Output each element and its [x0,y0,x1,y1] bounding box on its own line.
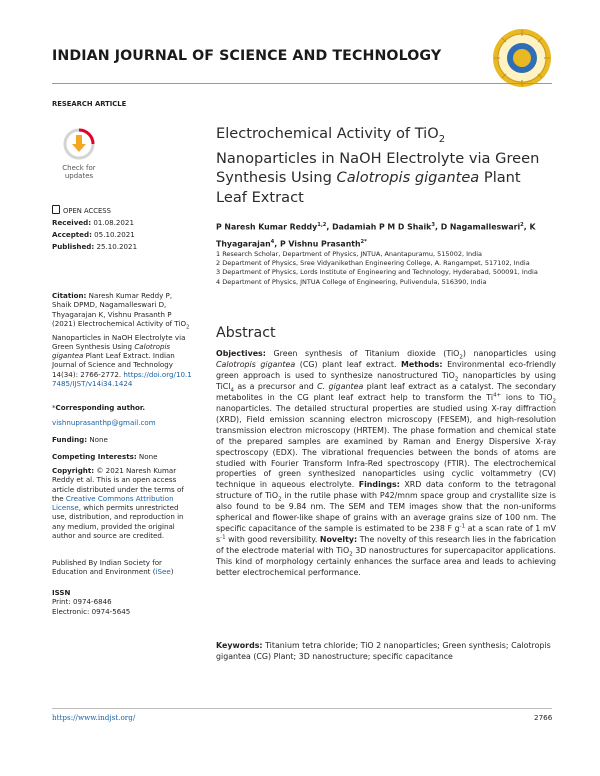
author-email[interactable]: vishnuprasanthp@gmail.com [52,418,156,427]
publisher: Published By Indian Society for Education and Environment (iSee) [52,558,174,577]
copyright: Copyright: © 2021 Naresh Kumar Reddy et al. This is an open access article distributed under the terms of the Creative Commons Attribution License, which permits unrestricted use, distribution, and reproduction in any medium, provided the original author and source are credited. [52,466,184,541]
article-dates: Received: 01.08.2021 Accepted: 05.10.2021 Published: 25.10.2021 [52,218,138,251]
check-updates-text: Check for updates [62,164,96,180]
competing-interests: Competing Interests: None [52,452,158,461]
header-divider [52,83,552,84]
affiliations [216,250,556,287]
check-for-updates-badge[interactable] [52,128,106,180]
affiliation: 4 Department of Physics, JNTUA College of Engineering, Pulivendula, 516390, India [216,277,487,286]
keywords: Keywords: Titanium tetra chloride; TiO 2 nanoparticles; Green synthesis; Calotropis gigantea (CG) Plant; 3D nanostructure; specific capacitance [216,641,551,661]
author-list: P Naresh Kumar Reddy$^{1,2}$, Dadamiah P M D Shaik$^3$, D Nagamalleswari$^2$, K Thyagarajan$^4$, P Vishnu Prasanth$^{2*}$ [216,222,536,249]
article-type: RESEARCH ARTICLE [52,100,127,108]
asterisk-icon: * [52,403,56,412]
abstract-body: Objectives: Green synthesis of Titanium dioxide (TiO$_2$) nanoparticles using Calotropis gigantea (CG) plant leaf extract. Methods: Environmental eco-friendly green approach is used to synthesize nanostructured TiO$_2$ nanoparticles by using TiCl$_4$ as a precursor and C. gigantea plant leaf extract as a catalyst. The secondary metabolites in the CG plant leaf extract help to transform the $Ti^{4+}$ ions to TiO$_2$ nanoparticles. The detailed structural properties are studied using X-ray diffraction (XRD), Field emission scanning electron microscopy (FESEM), and high-resolution transmission electron microscopy (HRTEM). The phase formation and chemical state of the prepared samples are examined by Raman and Energy Dispersive X-ray spectroscopy (EDX). The vibrational frequencies between the bonds of atoms are studied with Fourier Transform Infra-Red spectroscopy (FTIR). The electrochemical properties of green synthesized nanoparticles using cyclic voltammetry (CV) technique in aqueous electrolyte. Findings: XRD data conform to the tetragonal structure of TiO$_2$ in the rutile phase with P42/mnm space group and crystallite size is also found to be 9.84 nm. The SEM and TEM images show that the non-uniforms spherical and flower-like shape of grains with an average grains size of 100 nm. The specific capacitance of the sample is estimated to be 238 F $g^{-1}$ at a scan rate of 1 mV $s^{-1}$ with good reversibility. Novelty: The novelty of this research lies in the fabrication of the electrode material with TiO$_2$ 3D nanostructures for supercapacitor applications. This kind of morphology certainly enhances the surface area and leads to achieving better electrochemical performance. [216,349,557,578]
doi-link[interactable]: https://doi.org/10.17485/IJST/v14i34.1424 [52,369,192,389]
check-updates-icon [52,128,106,160]
citation: Citation: Naresh Kumar Reddy P, Shaik DPMD, Nagamalleswari D, Thyagarajan K, Vishnu Prasanth P (2021) Electrochemical Activity of TiO$_2$ Nanoparticles in NaOH Electrolyte via Green Synthesis Using Calotropis gigantea Plant Leaf Extract. Indian Journal of Science and Technology 14(34): 2766-2772. https://doi.org/10.17485/IJST/v14i34.1424 [52,291,192,389]
journal-title: INDIAN JOURNAL OF SCIENCE AND TECHNOLOGY [52,48,442,64]
isee-link[interactable]: iSee [155,567,171,577]
abstract-heading: Abstract [216,325,276,341]
affiliation: 2 Department of Physics, Sree Vidyanikethan Engineering College, A. Rangampet, 517102, India [216,259,530,268]
open-lock-icon [52,205,60,214]
funding: Funding: None [52,435,108,444]
affiliation: 3 Department of Physics, Lords Institute of Engineering and Technology, Hyderabad, 500091, India [216,268,538,277]
journal-logo-icon [492,28,552,88]
open-access: OPEN ACCESS [52,205,192,216]
license-link[interactable]: Creative Commons Attribution License [52,493,174,513]
footer-url-link[interactable]: https://www.indjst.org/ [52,713,136,722]
page-number: 2766 [534,713,553,722]
affiliation: 1 Research Scholar, Department of Physics, JNTUA, Anantapuramu, 515002, India [216,250,483,258]
corresponding-author: *Corresponding author. [52,403,146,412]
issn: ISSN Print: 0974-6846 Electronic: 0974-5645 [52,588,131,616]
article-title: Electrochemical Activity of TiO$_2$ Nanoparticles in NaOH Electrolyte via Green Synthesis Using Calotropis gigantea Plant Leaf Extract [216,125,540,206]
footer-divider [52,708,552,709]
